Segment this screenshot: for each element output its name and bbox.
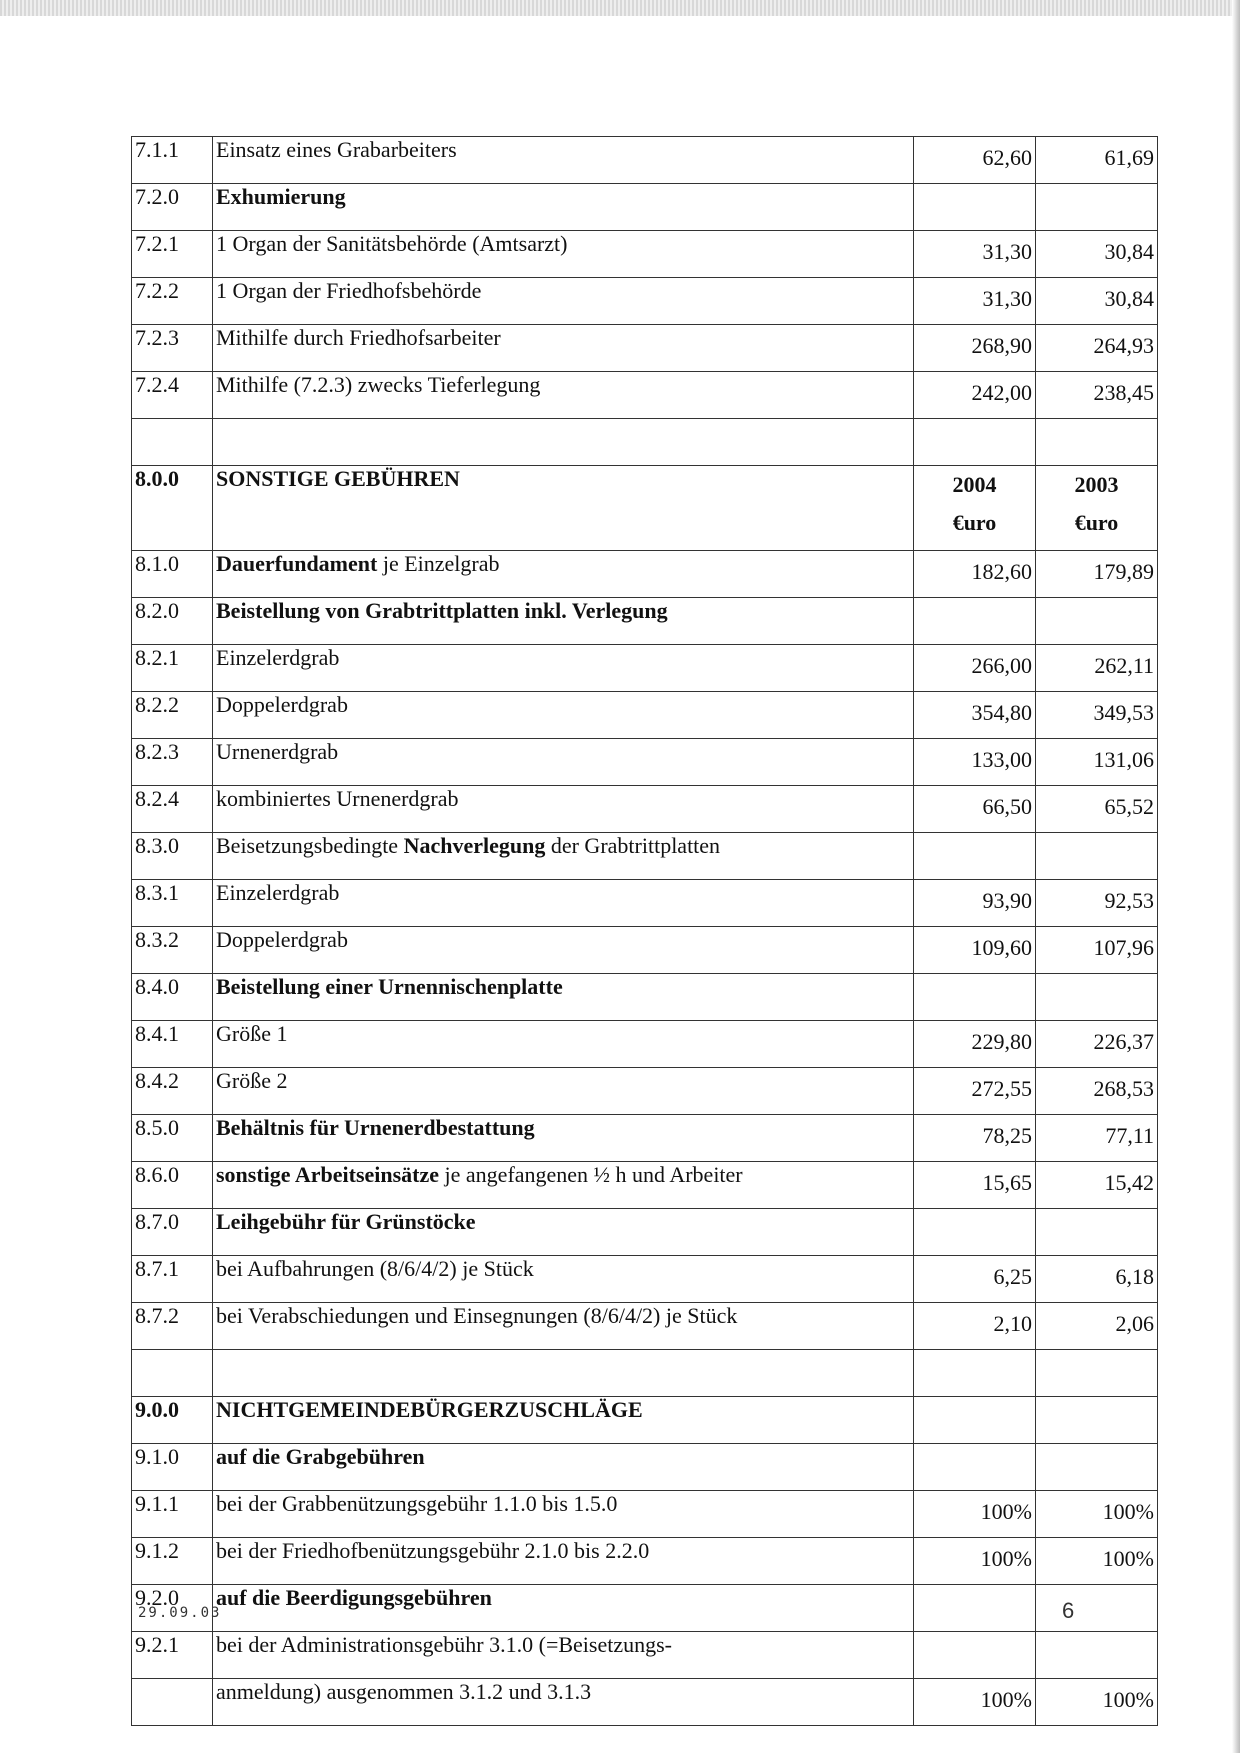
item-code: 8.7.0 — [132, 1209, 213, 1256]
description-text: Doppelerdgrab — [216, 692, 348, 717]
item-code: 7.1.1 — [132, 137, 213, 184]
item-description — [213, 372, 914, 419]
item-code: 7.2.3 — [132, 325, 213, 372]
item-code: 8.1.0 — [132, 551, 213, 598]
fee-table — [131, 136, 1158, 1726]
description-text: der Grabtrittplatten — [545, 833, 721, 858]
value-2003: 238,45 — [1036, 372, 1158, 419]
value-2003: 226,37 — [1036, 1021, 1158, 1068]
year-header — [1036, 466, 1158, 551]
item-code: 8.0.0 — [132, 466, 213, 551]
table-row — [132, 927, 1158, 974]
description-bold: Beistellung von Grabtrittplatten inkl. Verlegung — [216, 598, 668, 623]
scan-border — [0, 0, 1240, 16]
table-row — [132, 739, 1158, 786]
value-2004 — [914, 1444, 1036, 1491]
description-text: bei der Administrationsgebühr 3.1.0 (=Beisetzungs- — [216, 1632, 672, 1657]
value-2004: 15,65 — [914, 1162, 1036, 1209]
value-2003 — [1036, 1632, 1158, 1679]
value-2004 — [914, 419, 1036, 466]
table-row — [132, 1679, 1158, 1726]
value-2004: 66,50 — [914, 786, 1036, 833]
table-row — [132, 1256, 1158, 1303]
item-description — [213, 927, 914, 974]
value-2003 — [1036, 1209, 1158, 1256]
value-2003: 30,84 — [1036, 278, 1158, 325]
value-2004 — [914, 1585, 1036, 1632]
item-code: 8.3.0 — [132, 833, 213, 880]
table-row — [132, 137, 1158, 184]
page-number: 6 — [1062, 1598, 1075, 1623]
value-2004: 354,80 — [914, 692, 1036, 739]
value-2004 — [914, 1632, 1036, 1679]
table-row — [132, 598, 1158, 645]
currency-label: €uro — [952, 510, 997, 535]
table-row — [132, 1632, 1158, 1679]
description-text: Einzelerdgrab — [216, 880, 340, 905]
value-2003: 77,11 — [1036, 1115, 1158, 1162]
item-description — [213, 1068, 914, 1115]
item-code: 9.0.0 — [132, 1397, 213, 1444]
item-description — [213, 1021, 914, 1068]
description-text: kombiniertes Urnenerdgrab — [216, 786, 459, 811]
value-2003 — [1036, 1444, 1158, 1491]
value-2003: 349,53 — [1036, 692, 1158, 739]
item-code: 9.1.1 — [132, 1491, 213, 1538]
value-2003: 131,06 — [1036, 739, 1158, 786]
table-row — [132, 645, 1158, 692]
item-code: 8.2.3 — [132, 739, 213, 786]
value-2003: 268,53 — [1036, 1068, 1158, 1115]
item-description — [213, 419, 914, 466]
table-row — [132, 974, 1158, 1021]
item-code: 8.2.0 — [132, 598, 213, 645]
description-bold: auf die Grabgebühren — [216, 1444, 425, 1469]
item-code: 8.3.2 — [132, 927, 213, 974]
value-2004: 31,30 — [914, 278, 1036, 325]
value-2003: 100% — [1036, 1491, 1158, 1538]
description-text: bei der Friedhofbenützungsgebühr 2.1.0 bis 2.2.0 — [216, 1538, 650, 1563]
value-2004: 272,55 — [914, 1068, 1036, 1115]
item-description — [213, 692, 914, 739]
description-bold: Exhumierung — [216, 184, 346, 209]
value-2003: 61,69 — [1036, 137, 1158, 184]
item-description — [213, 184, 914, 231]
description-bold: NICHTGEMEINDEBÜRGERZUSCHLÄGE — [216, 1397, 643, 1422]
item-code: 9.2.0 — [132, 1585, 213, 1632]
value-2003: 100% — [1036, 1679, 1158, 1726]
value-2004: 93,90 — [914, 880, 1036, 927]
description-bold: Dauerfundament — [216, 551, 378, 576]
item-description — [213, 645, 914, 692]
table-row — [132, 325, 1158, 372]
item-description — [213, 598, 914, 645]
value-2003: 100% — [1036, 1538, 1158, 1585]
item-description — [213, 1115, 914, 1162]
value-2004: 100% — [914, 1491, 1036, 1538]
description-bold: Leihgebühr für Grünstöcke — [216, 1209, 476, 1234]
currency-label: €uro — [1074, 510, 1119, 535]
value-2003 — [1036, 974, 1158, 1021]
item-code: 8.5.0 — [132, 1115, 213, 1162]
item-code: 8.4.2 — [132, 1068, 213, 1115]
table-row — [132, 1585, 1158, 1632]
item-description — [213, 1585, 914, 1632]
item-code: 8.3.1 — [132, 880, 213, 927]
description-text: Mithilfe durch Friedhofsarbeiter — [216, 325, 501, 350]
scan-edge — [1232, 0, 1240, 1753]
item-description — [213, 1491, 914, 1538]
description-bold: auf die Beerdigungsgebühren — [216, 1585, 492, 1610]
table-row — [132, 551, 1158, 598]
value-2004: 229,80 — [914, 1021, 1036, 1068]
description-text: bei Aufbahrungen (8/6/4/2) je Stück — [216, 1256, 534, 1281]
item-code: 7.2.0 — [132, 184, 213, 231]
item-code: 8.6.0 — [132, 1162, 213, 1209]
value-2004 — [914, 1350, 1036, 1397]
table-row — [132, 372, 1158, 419]
item-description — [213, 137, 914, 184]
table-row — [132, 880, 1158, 927]
table-row — [132, 1162, 1158, 1209]
value-2003: 179,89 — [1036, 551, 1158, 598]
item-description — [213, 466, 914, 551]
description-prefix: Beisetzungsbedingte — [216, 833, 404, 858]
description-text: Größe 1 — [216, 1021, 288, 1046]
value-2004 — [914, 1397, 1036, 1444]
description-bold: Nachverlegung — [403, 833, 546, 858]
description-text: 1 Organ der Sanitätsbehörde (Amtsarzt) — [216, 231, 568, 256]
item-description — [213, 880, 914, 927]
value-2003: 262,11 — [1036, 645, 1158, 692]
value-2003: 65,52 — [1036, 786, 1158, 833]
value-2003: 6,18 — [1036, 1256, 1158, 1303]
description-text: Größe 2 — [216, 1068, 288, 1093]
item-code: 7.2.2 — [132, 278, 213, 325]
description-text: 1 Organ der Friedhofsbehörde — [216, 278, 482, 303]
value-2003 — [1036, 833, 1158, 880]
table-row — [132, 419, 1158, 466]
table-row — [132, 1115, 1158, 1162]
table-row — [132, 786, 1158, 833]
item-description — [213, 1256, 914, 1303]
year-header — [914, 466, 1036, 551]
item-description — [213, 325, 914, 372]
description-text: je angefangenen ½ h und Arbeiter — [439, 1162, 743, 1187]
item-description — [213, 231, 914, 278]
item-description — [213, 278, 914, 325]
item-description — [213, 1538, 914, 1585]
description-text: bei Verabschiedungen und Einsegnungen (8/6/4/2) je Stück — [216, 1303, 738, 1328]
table-row — [132, 692, 1158, 739]
value-2004: 62,60 — [914, 137, 1036, 184]
value-2004: 78,25 — [914, 1115, 1036, 1162]
description-bold: SONSTIGE GEBÜHREN — [216, 466, 460, 491]
description-text: je Einzelgrab — [377, 551, 500, 576]
value-2004: 100% — [914, 1538, 1036, 1585]
value-2004: 6,25 — [914, 1256, 1036, 1303]
item-description — [213, 1303, 914, 1350]
item-description — [213, 1350, 914, 1397]
table-row — [132, 1397, 1158, 1444]
value-2003 — [1036, 1397, 1158, 1444]
year-label: 2004 — [952, 472, 997, 497]
item-code — [132, 419, 213, 466]
value-2004: 31,30 — [914, 231, 1036, 278]
value-2003: 92,53 — [1036, 880, 1158, 927]
description-text: Doppelerdgrab — [216, 927, 348, 952]
item-code: 8.2.4 — [132, 786, 213, 833]
table-row — [132, 1303, 1158, 1350]
item-description — [213, 786, 914, 833]
value-2003: 107,96 — [1036, 927, 1158, 974]
value-2003 — [1036, 184, 1158, 231]
description-text: Mithilfe (7.2.3) zwecks Tieferlegung — [216, 372, 541, 397]
item-code — [132, 1679, 213, 1726]
item-code: 7.2.1 — [132, 231, 213, 278]
item-description — [213, 1679, 914, 1726]
footer-date: 29.09.03 — [138, 1605, 222, 1621]
item-code: 8.4.0 — [132, 974, 213, 1021]
value-2004 — [914, 833, 1036, 880]
item-description — [213, 1632, 914, 1679]
item-code: 8.4.1 — [132, 1021, 213, 1068]
item-description — [213, 1397, 914, 1444]
value-2004: 109,60 — [914, 927, 1036, 974]
table-row — [132, 1021, 1158, 1068]
description-text: bei der Grabbenützungsgebühr 1.1.0 bis 1.5.0 — [216, 1491, 618, 1516]
item-code: 8.7.2 — [132, 1303, 213, 1350]
item-code: 8.7.1 — [132, 1256, 213, 1303]
item-code: 7.2.4 — [132, 372, 213, 419]
item-description — [213, 833, 914, 880]
year-label: 2003 — [1074, 472, 1119, 497]
item-code: 9.2.1 — [132, 1632, 213, 1679]
description-bold: Behältnis für Urnenerdbestattung — [216, 1115, 535, 1140]
value-2003 — [1036, 1350, 1158, 1397]
value-2004: 268,90 — [914, 325, 1036, 372]
table-row — [132, 231, 1158, 278]
value-2003: 30,84 — [1036, 231, 1158, 278]
value-2004: 133,00 — [914, 739, 1036, 786]
table-row — [132, 1538, 1158, 1585]
value-2004 — [914, 598, 1036, 645]
value-2004 — [914, 1209, 1036, 1256]
value-2004 — [914, 184, 1036, 231]
table-row — [132, 833, 1158, 880]
item-code: 8.2.2 — [132, 692, 213, 739]
table-row — [132, 1491, 1158, 1538]
table-row — [132, 278, 1158, 325]
value-2004: 266,00 — [914, 645, 1036, 692]
value-2004: 2,10 — [914, 1303, 1036, 1350]
item-description — [213, 551, 914, 598]
value-2004: 242,00 — [914, 372, 1036, 419]
table-row — [132, 1068, 1158, 1115]
section-header-row — [132, 466, 1158, 551]
value-2003: 15,42 — [1036, 1162, 1158, 1209]
value-2004: 100% — [914, 1679, 1036, 1726]
table-row — [132, 1209, 1158, 1256]
description-text: Urnenerdgrab — [216, 739, 339, 764]
value-2003 — [1036, 419, 1158, 466]
value-2003: 2,06 — [1036, 1303, 1158, 1350]
description-text: anmeldung) ausgenommen 3.1.2 und 3.1.3 — [216, 1679, 592, 1704]
item-description — [213, 1209, 914, 1256]
item-description — [213, 739, 914, 786]
description-bold: Beistellung einer Urnennischenplatte — [216, 974, 563, 999]
description-text: Einsatz eines Grabarbeiters — [216, 137, 457, 162]
value-2003 — [1036, 1585, 1158, 1632]
value-2003 — [1036, 598, 1158, 645]
value-2003: 264,93 — [1036, 325, 1158, 372]
table-row — [132, 1444, 1158, 1491]
value-2004 — [914, 974, 1036, 1021]
item-description — [213, 1444, 914, 1491]
item-code: 9.1.0 — [132, 1444, 213, 1491]
description-text: Einzelerdgrab — [216, 645, 340, 670]
item-code — [132, 1350, 213, 1397]
description-bold: sonstige Arbeitseinsätze — [216, 1162, 440, 1187]
item-code: 9.1.2 — [132, 1538, 213, 1585]
item-code: 8.2.1 — [132, 645, 213, 692]
item-description — [213, 1162, 914, 1209]
item-description — [213, 974, 914, 1021]
value-2004: 182,60 — [914, 551, 1036, 598]
table-row — [132, 184, 1158, 231]
table-row — [132, 1350, 1158, 1397]
